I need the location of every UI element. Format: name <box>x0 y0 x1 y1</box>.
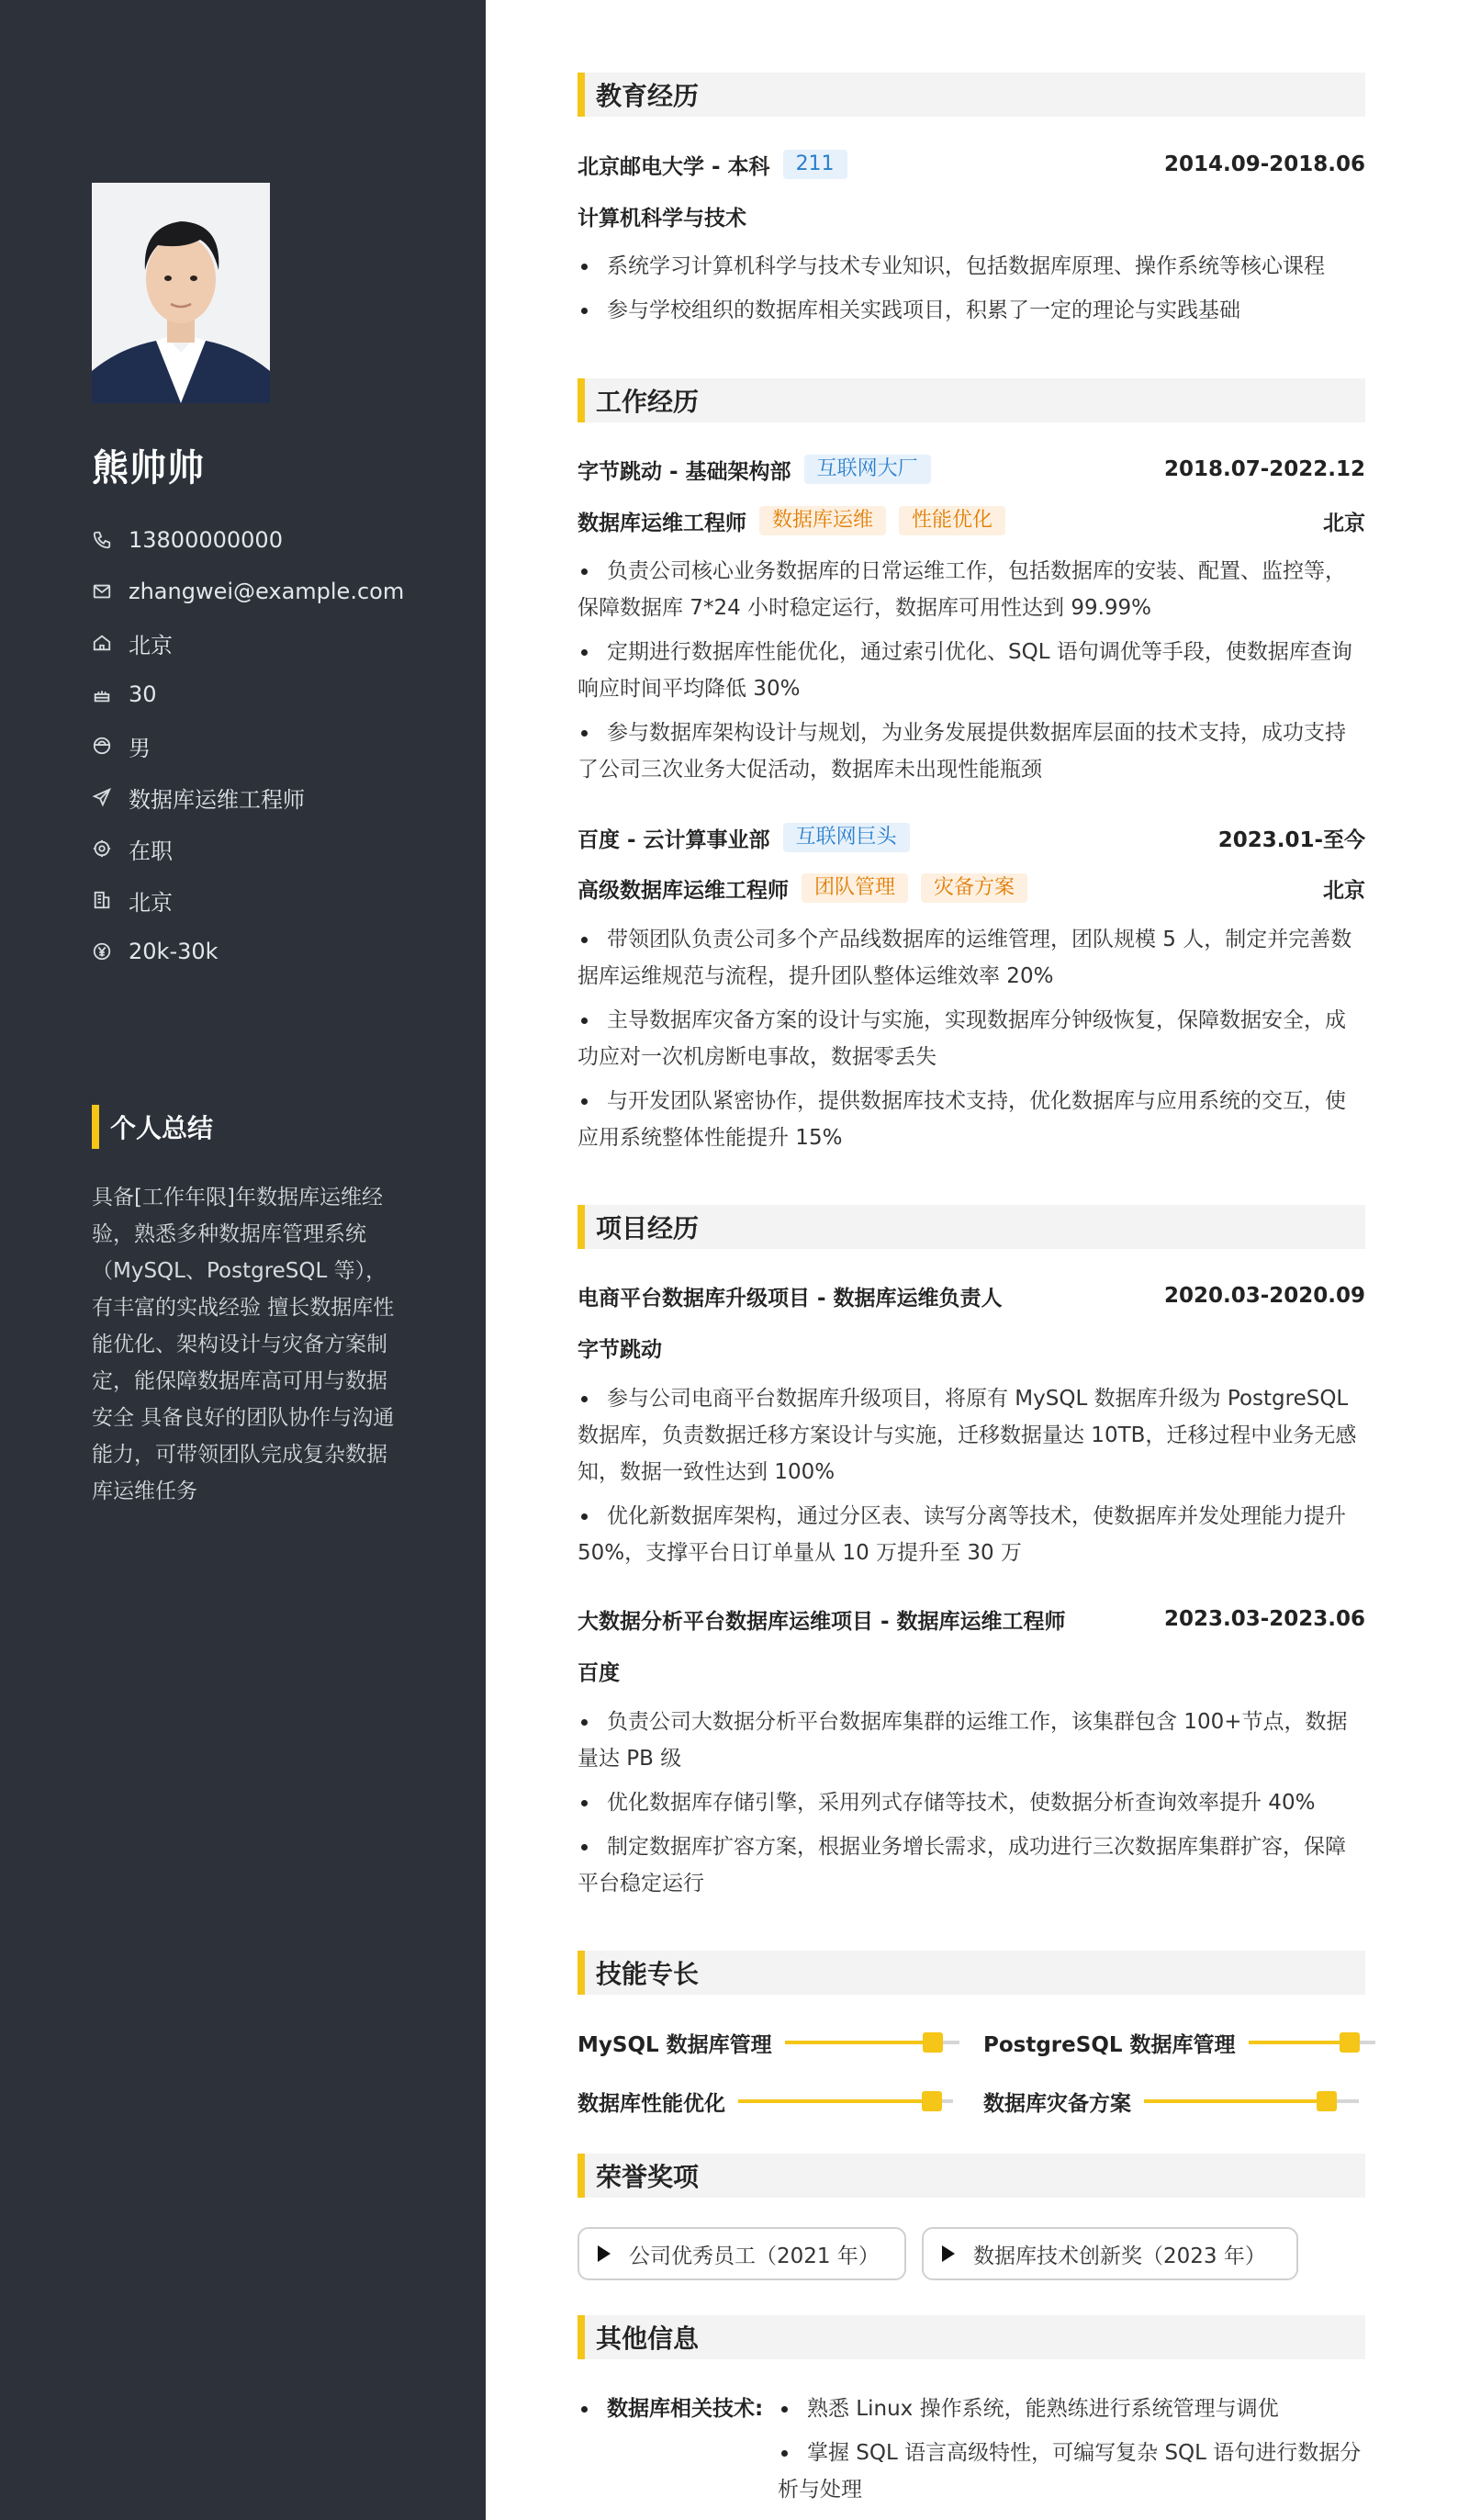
status-text: 在职 <box>129 838 173 864</box>
list-item: 带领团队负责公司多个产品线数据库的运维管理，团队规模 5 人，制定并完善数据库运维规范与流程，提升团队整体运维效率 20% <box>578 921 1365 995</box>
project-date: 2023.03-2023.06 <box>1163 1607 1365 1631</box>
list-item: 优化数据库存储引擎，采用列式存储等技术，使数据分析查询效率提升 40% <box>578 1784 1365 1821</box>
avatar <box>92 183 270 403</box>
job-role-row <box>578 502 1365 539</box>
sidebar <box>0 0 486 2520</box>
company-tag: 互联网巨头 <box>783 823 910 852</box>
skill-knob <box>922 2091 942 2111</box>
award-item <box>922 2227 1298 2280</box>
section-skills-heading <box>578 1951 1365 1995</box>
info-status <box>92 823 404 874</box>
section-projects-heading <box>578 1205 1365 1249</box>
section-work-heading <box>578 378 1365 422</box>
work-city-text: 北京 <box>129 889 173 916</box>
gender-text: 男 <box>129 735 151 761</box>
skill-bar <box>738 2099 953 2103</box>
other-info-list <box>778 2391 1365 2515</box>
education-date: 2014.09-2018.06 <box>1163 152 1365 176</box>
list-item: 定期进行数据库性能优化，通过索引优化、SQL 语句调优等手段，使数据库查询响应时间平均降低 30% <box>578 634 1365 707</box>
school-name: 北京邮电大学 - 本科 <box>578 154 770 179</box>
project-date: 2020.03-2020.09 <box>1163 1284 1365 1308</box>
info-position <box>92 771 404 823</box>
list-item: 系统学习计算机科学与技术专业知识，包括数据库原理、操作系统等核心课程 <box>578 248 1365 285</box>
accent-bar <box>92 1105 99 1149</box>
skill-knob <box>1340 2032 1360 2053</box>
job-company-row <box>578 451 1365 488</box>
section-education-heading <box>578 73 1365 117</box>
phone-text: 13800000000 <box>129 527 283 553</box>
info-work-city <box>92 874 404 926</box>
send-icon <box>92 787 112 807</box>
skill-label: MySQL 数据库管理 <box>578 2032 772 2057</box>
skill-bar <box>785 2041 959 2044</box>
list-item: 优化新数据库架构，通过分区表、读写分离等技术，使数据库并发处理能力提升 50%，支撑平台日订单量从 10 万提升至 30 万 <box>578 1498 1365 1571</box>
info-phone <box>92 514 404 566</box>
project-org: 字节跳动 <box>578 1337 662 1362</box>
role-tag: 灾备方案 <box>921 873 1027 903</box>
job-role: 数据库运维工程师 <box>578 511 746 535</box>
info-age <box>92 669 404 720</box>
building-icon <box>92 890 112 910</box>
contact-info-list <box>92 514 404 977</box>
job-city: 北京 <box>1323 511 1365 535</box>
skill-item <box>983 2024 1375 2061</box>
company-name: 百度 - 云计算事业部 <box>578 827 770 852</box>
skill-label: 数据库灾备方案 <box>983 2091 1131 2116</box>
play-icon <box>598 2245 611 2262</box>
skill-item <box>983 2083 1359 2120</box>
list-item: 负责公司核心业务数据库的日常运维工作，包括数据库的安装、配置、监控等，保障数据库 7*24 小时稳定运行，数据库可用性达到 99.99% <box>578 553 1365 626</box>
skill-fill <box>738 2099 932 2103</box>
company-tag: 互联网大厂 <box>804 455 931 484</box>
main-content <box>486 0 1458 2520</box>
status-icon <box>92 838 112 859</box>
company-name: 字节跳动 - 基础架构部 <box>578 459 791 484</box>
email-text: zhangwei@example.com <box>129 579 405 604</box>
portrait-image <box>92 183 270 403</box>
role-tag: 数据库运维 <box>759 506 886 535</box>
skill-fill <box>1249 2041 1350 2044</box>
job-bullets <box>578 921 1365 1164</box>
position-text: 数据库运维工程师 <box>129 786 305 813</box>
job-city: 北京 <box>1323 878 1365 903</box>
project-org: 百度 <box>578 1660 620 1685</box>
age-text: 30 <box>129 681 157 707</box>
list-item: 主导数据库灾备方案的设计与实施，实现数据库分钟级恢复，保障数据安全，成功应对一次机房断电事故，数据零丢失 <box>578 1002 1365 1075</box>
section-title: 工作经历 <box>596 387 700 417</box>
education-major-row <box>578 197 1365 234</box>
candidate-name: 熊帅帅 <box>92 447 205 489</box>
job-bullets <box>578 553 1365 795</box>
mail-icon <box>92 581 112 602</box>
accent-bar <box>578 2154 585 2198</box>
skill-fill <box>1144 2099 1327 2103</box>
summary-heading <box>92 1105 213 1149</box>
education-row <box>578 146 1365 183</box>
info-salary <box>92 926 404 977</box>
cake-icon <box>92 684 112 704</box>
project-row <box>578 1277 1365 1314</box>
section-title: 教育经历 <box>596 81 700 111</box>
accent-bar <box>578 1205 585 1249</box>
city-text: 北京 <box>129 632 173 658</box>
accent-bar <box>578 73 585 117</box>
salary-text: 20k-30k <box>129 939 219 964</box>
skill-bar <box>1249 2041 1375 2044</box>
major-name: 计算机科学与技术 <box>578 206 746 231</box>
role-tag: 团队管理 <box>802 873 908 903</box>
info-gender <box>92 720 404 771</box>
accent-bar <box>578 1951 585 1995</box>
section-title: 技能专长 <box>596 1959 700 1989</box>
skill-item <box>578 2024 959 2061</box>
skill-item <box>578 2083 953 2120</box>
list-item: 参与公司电商平台数据库升级项目，将原有 MySQL 数据库升级为 PostgreSQL 数据库，负责数据迁移方案设计与实施，迁移数据量达 10TB，迁移过程中业务无感知，数据一致性达到 100% <box>578 1380 1365 1491</box>
list-item: 掌握 SQL 语言高级特性，可编写复杂 SQL 语句进行数据分析与处理 <box>778 2435 1365 2508</box>
role-tag: 性能优化 <box>899 506 1005 535</box>
info-city <box>92 617 404 669</box>
bullet-dot <box>581 2406 588 2413</box>
section-title: 荣誉奖项 <box>596 2162 700 2192</box>
summary-text: 具备[工作年限]年数据库运维经验，熟悉多种数据库管理系统（MySQL、PostgreSQL 等），有丰富的实战经验 擅长数据库性能优化、架构设计与灾备方案制定，能保障数据库高可用与数据安全 具备良好的团队协作与沟通能力，可带领团队完成复杂数据库运维任务 <box>92 1186 395 1503</box>
skill-knob <box>923 2032 943 2053</box>
info-email <box>92 566 404 617</box>
section-other-heading <box>578 2315 1365 2359</box>
section-title: 其他信息 <box>596 2323 700 2354</box>
award-item <box>578 2227 906 2280</box>
skill-label: PostgreSQL 数据库管理 <box>983 2032 1236 2057</box>
job-role-row <box>578 870 1365 906</box>
project-bullets <box>578 1380 1365 1579</box>
list-item: 制定数据库扩容方案，根据业务增长需求，成功进行三次数据库集群扩容，保障平台稳定运行 <box>578 1828 1365 1902</box>
gender-icon <box>92 736 112 756</box>
accent-bar <box>578 2315 585 2359</box>
skill-label: 数据库性能优化 <box>578 2091 725 2116</box>
summary-title-text: 个人总结 <box>110 1113 214 1143</box>
job-company-row <box>578 819 1365 856</box>
award-text: 数据库技术创新奖（2023 年） <box>973 2244 1266 2268</box>
project-name: 大数据分析平台数据库运维项目 - 数据库运维工程师 <box>578 1609 1066 1634</box>
skill-fill <box>785 2041 934 2044</box>
list-item: 负责公司大数据分析平台数据库集群的运维工作，该集群包含 100+节点，数据量达 PB 级 <box>578 1704 1365 1777</box>
section-title: 项目经历 <box>596 1213 700 1243</box>
education-bullets <box>578 248 1365 336</box>
project-row <box>578 1601 1365 1637</box>
job-date: 2018.07-2022.12 <box>1163 457 1365 481</box>
school-tag: 211 <box>783 150 847 179</box>
job-role: 高级数据库运维工程师 <box>578 878 789 903</box>
play-icon <box>942 2245 955 2262</box>
home-icon <box>92 633 112 653</box>
project-name: 电商平台数据库升级项目 - 数据库运维负责人 <box>578 1286 1003 1311</box>
skill-bar <box>1144 2099 1359 2103</box>
list-item: 熟悉 Linux 操作系统，能熟练进行系统管理与调优 <box>778 2391 1365 2427</box>
award-text: 公司优秀员工（2021 年） <box>629 2244 880 2268</box>
salary-icon <box>92 941 112 962</box>
list-item: 参与学校组织的数据库相关实践项目，积累了一定的理论与实践基础 <box>578 292 1365 329</box>
project-org-row <box>578 1652 1365 1689</box>
project-org-row <box>578 1329 1365 1366</box>
skill-knob <box>1317 2091 1337 2111</box>
phone-icon <box>92 530 112 550</box>
other-info-key: 数据库相关技术: <box>607 2397 764 2421</box>
job-date: 2023.01-至今 <box>1217 827 1365 852</box>
list-item: 参与数据库架构设计与规划，为业务发展提供数据库层面的技术支持，成功支持了公司三次业务大促活动，数据库未出现性能瓶颈 <box>578 714 1365 788</box>
project-bullets <box>578 1704 1365 1909</box>
section-awards-heading <box>578 2154 1365 2198</box>
list-item: 与开发团队紧密协作，提供数据库技术支持，优化数据库与应用系统的交互，使应用系统整体性能提升 15% <box>578 1083 1365 1156</box>
accent-bar <box>578 378 585 422</box>
